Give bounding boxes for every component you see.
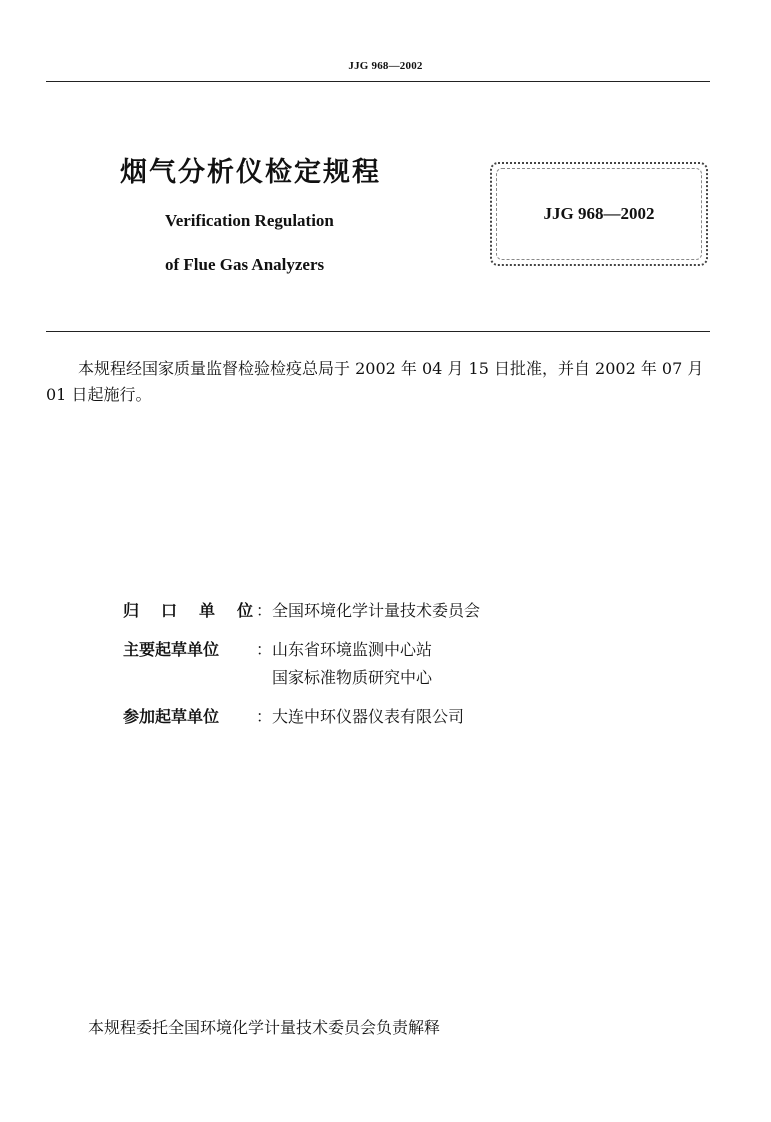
responsible-unit-colon: ： [256, 601, 273, 620]
main-drafting-unit-value-2: 国家标准物质研究中心 [272, 668, 433, 687]
code-box-text: JJG 968—2002 [543, 204, 655, 223]
title-english-line-2: of Flue Gas Analyzers [165, 255, 325, 274]
label-char: 口 [160, 601, 177, 620]
title-english-line-1: Verification Regulation [165, 211, 334, 230]
top-divider [46, 81, 710, 82]
responsible-unit-label [123, 598, 253, 621]
main-drafting-unit-colon: ： [256, 640, 273, 659]
participating-unit-label: 参加起草单位 [123, 707, 220, 726]
participating-unit-colon: ： [256, 707, 273, 726]
responsible-unit-value: 全国环境化学计量技术委员会 [272, 601, 481, 620]
standard-code-box [490, 162, 708, 266]
participating-unit-value: 大连中环仪器仪表有限公司 [272, 707, 465, 726]
label-char: 单 [198, 601, 215, 620]
middle-divider [46, 331, 710, 332]
label-char: 归 [123, 601, 140, 620]
title-chinese: 烟气分析仪检定规程 [120, 157, 381, 188]
main-drafting-unit-value-1: 山东省环境监测中心站 [272, 640, 433, 659]
interpretation-note: 本规程委托全国环境化学计量技术委员会负责解释 [88, 1018, 441, 1037]
header-standard-code: JJG 968—2002 [348, 60, 423, 72]
approval-statement: 本规程经国家质量监督检验检疫总局于 2002 年 04 月 15 日批准，并自 2002 年 07 月 01 日起施行。 [46, 359, 704, 404]
label-char: 位 [236, 601, 253, 620]
main-drafting-unit-label: 主要起草单位 [123, 640, 220, 659]
